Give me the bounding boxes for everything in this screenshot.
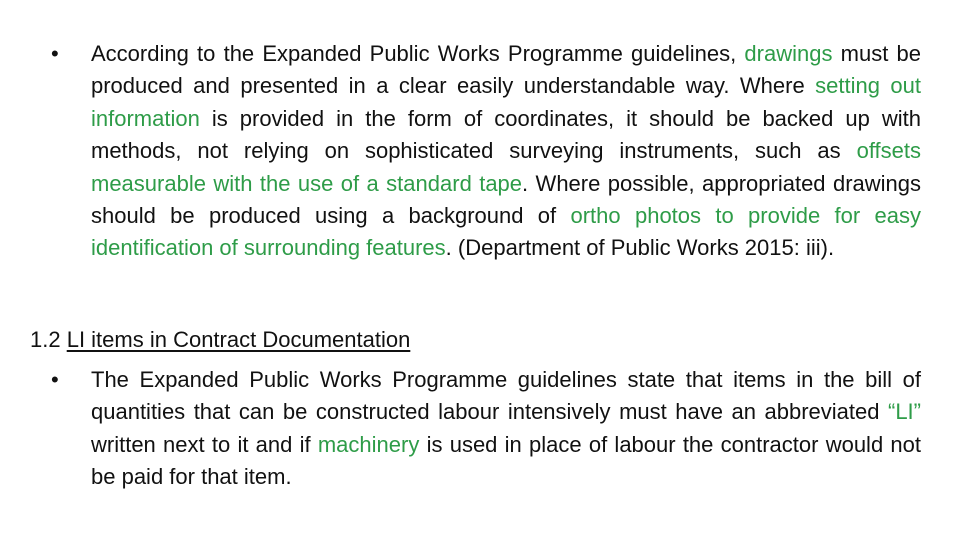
paragraph-li-items bbox=[91, 364, 921, 494]
para1-highlight-ortho-photos: ortho photos to provide for easy identification of surrounding features bbox=[91, 203, 921, 261]
para2-highlight-li: “LI” bbox=[888, 399, 921, 425]
heading-number: 1.2 bbox=[30, 327, 67, 352]
para1-text-1: According to the Expanded Public Works Programme guidelines, bbox=[91, 41, 745, 66]
para1-highlight-drawings: drawings bbox=[744, 41, 833, 66]
para2-highlight-machinery: machinery bbox=[317, 431, 420, 457]
bullet-2: • bbox=[51, 367, 59, 392]
para1-highlight-setting-out: setting out information bbox=[91, 73, 921, 131]
para1-text-2: must be produced and presented in a clear easily understandable way. Where bbox=[91, 41, 921, 99]
para2-text-1: The Expanded Public Works Programme guidelines state that items in the bill of quantities that can be constructed labour intensively must have an abbreviated bbox=[91, 367, 921, 425]
para1-text-5: . (Department of Public Works 2015: iii). bbox=[445, 235, 835, 261]
para2-text-2: written next to it and if bbox=[91, 431, 318, 457]
heading-title: LI items in Contract Documentation bbox=[66, 327, 411, 352]
para2-text-3: is used in place of labour the contractor would not be paid for that item. bbox=[91, 431, 921, 490]
para1-text-3: is provided in the form of coordinates, it should be backed up with methods, not relying on sophisticated surveying instruments, such as bbox=[91, 105, 921, 164]
para1-text-4: . Where possible, appropriated drawings should be produced using a background of bbox=[91, 170, 921, 229]
paragraph-drawings-guidelines bbox=[91, 38, 921, 265]
section-heading bbox=[30, 324, 410, 356]
para1-highlight-offsets: offsets measurable with the use of a standard tape bbox=[91, 138, 921, 196]
bullet-1: • bbox=[51, 41, 59, 66]
